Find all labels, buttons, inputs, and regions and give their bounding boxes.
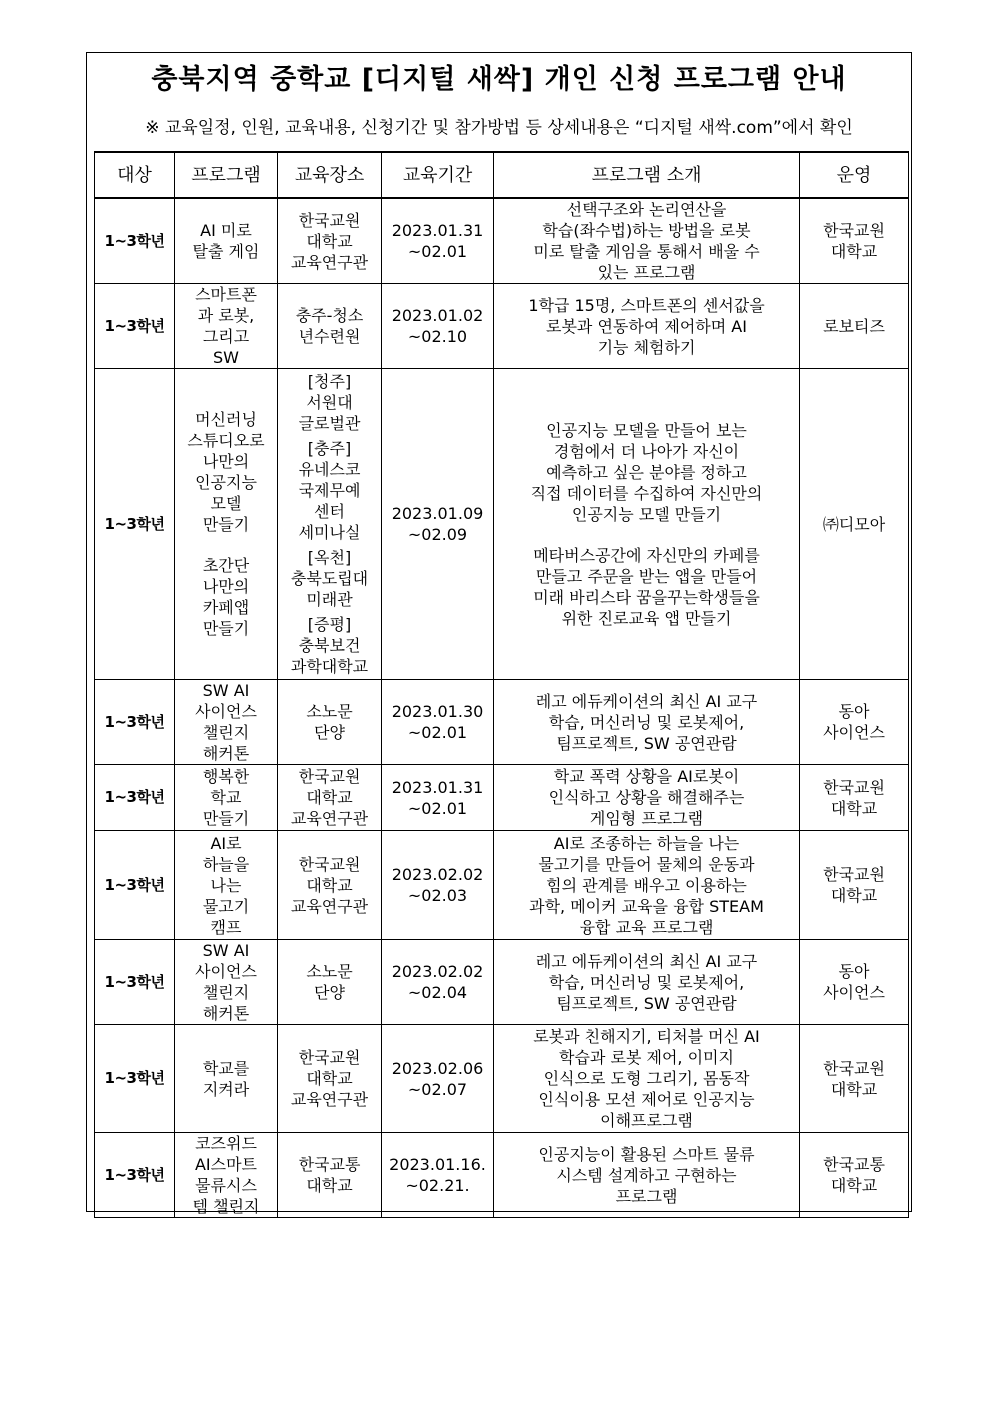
intro-b: 메타버스공간에 자신만의 카페를 만들고 주문을 받는 앱을 만들어 미래 바리스타 꿈을꾸는학생들을 위한 진로교육 앱 만들기	[533, 545, 760, 628]
cell-program: SW AI 사이언스 챌린지 해커톤	[175, 680, 278, 765]
cell-program: 스마트폰 과 로봇, 그리고 SW	[175, 284, 278, 369]
header-intro: 프로그램 소개	[494, 152, 800, 198]
cell-target: 1~3학년	[95, 940, 175, 1025]
cell-operator: 한국교원 대학교	[800, 1025, 909, 1133]
cell-place: 한국교원 대학교 교육연구관	[278, 1025, 382, 1133]
cell-operator: 한국교원 대학교	[800, 831, 909, 940]
place-jeungpyeong: [증평] 충북보건 과학대학교	[290, 615, 369, 676]
cell-target: 1~3학년	[95, 284, 175, 369]
table-row	[95, 680, 909, 765]
table-row	[95, 831, 909, 940]
cell-period: 2023.01.31 ~02.01	[382, 765, 494, 831]
header-program: 프로그램	[175, 152, 278, 198]
cell-intro: 로봇과 친해지기, 티처블 머신 AI 학습과 로봇 제어, 이미지 인식으로 도형 그리기, 몸동작 인식이용 모션 제어로 인공지능 이해프로그램	[494, 1025, 800, 1133]
cell-program: 행복한 학교 만들기	[175, 765, 278, 831]
place-cheongju: [청주] 서원대 글로벌관	[298, 372, 361, 433]
cell-target: 1~3학년	[95, 198, 175, 284]
cell-place: 한국교통 대학교	[278, 1133, 382, 1218]
cell-intro: 1학급 15명, 스마트폰의 센서값을 로봇과 연동하여 제어하며 AI 기능 체험하기	[494, 284, 800, 369]
table-header-row	[95, 152, 909, 198]
cell-operator: 로보티즈	[800, 284, 909, 369]
cell-place: 한국교원 대학교 교육연구관	[278, 198, 382, 284]
cell-target: 1~3학년	[95, 1025, 175, 1133]
cell-place	[278, 369, 382, 680]
cell-period: 2023.01.31 ~02.01	[382, 198, 494, 284]
cell-target: 1~3학년	[95, 765, 175, 831]
cell-place: 한국교원 대학교 교육연구관	[278, 831, 382, 940]
cell-target: 1~3학년	[95, 1133, 175, 1218]
cell-period: 2023.02.06 ~02.07	[382, 1025, 494, 1133]
cell-intro: AI로 조종하는 하늘을 나는 물고기를 만들어 물체의 운동과 힘의 관계를 배우고 이용하는 과학, 메이커 교육을 융합 STEAM 융합 교육 프로그램	[494, 831, 800, 940]
cell-period: 2023.01.30 ~02.01	[382, 680, 494, 765]
table-row	[95, 765, 909, 831]
cell-program: SW AI 사이언스 챌린지 해커톤	[175, 940, 278, 1025]
cell-program: 코즈위드 AI스마트 물류시스 템 챌린지	[175, 1133, 278, 1218]
cell-intro	[494, 369, 800, 680]
table-row	[95, 940, 909, 1025]
header-operator: 운영	[800, 152, 909, 198]
place-okcheon: [옥천] 충북도립대 미래관	[290, 548, 369, 609]
notice-text: ※ 교육일정, 인원, 교육내용, 신청기간 및 참가방법 등 상세내용은 “디지털 새싹.com”에서 확인	[145, 118, 853, 138]
program-name-b: 초간단 나만의 카페앱 만들기	[202, 556, 250, 638]
cell-operator: 동아 사이언스	[800, 940, 909, 1025]
cell-intro: 학교 폭력 상황을 AI로봇이 인식하고 상황을 해결해주는 게임형 프로그램	[494, 765, 800, 831]
cell-intro: 레고 에듀케이션의 최신 AI 교구 학습, 머신러닝 및 로봇제어, 팀프로젝트, SW 공연관람	[494, 940, 800, 1025]
cell-period: 2023.02.02 ~02.03	[382, 831, 494, 940]
place-chungju: [충주] 유네스코 국제무예 센터 세미나실	[298, 439, 361, 542]
cell-place: 한국교원 대학교 교육연구관	[278, 765, 382, 831]
table-row	[95, 1133, 909, 1218]
cell-intro: 인공지능이 활용된 스마트 물류 시스템 설계하고 구현하는 프로그램	[494, 1133, 800, 1218]
cell-period: 2023.01.09 ~02.09	[382, 369, 494, 680]
cell-target: 1~3학년	[95, 831, 175, 940]
cell-operator: 동아 사이언스	[800, 680, 909, 765]
cell-place: 소노문 단양	[278, 940, 382, 1025]
cell-target: 1~3학년	[95, 369, 175, 680]
page-title: 충북지역 중학교 [디지털 새싹] 개인 신청 프로그램 안내	[151, 64, 847, 95]
header-target: 대상	[95, 152, 175, 198]
header-period: 교육기간	[382, 152, 494, 198]
cell-program: AI 미로 탈출 게임	[175, 198, 278, 284]
cell-intro: 레고 에듀케이션의 최신 AI 교구 학습, 머신러닝 및 로봇제어, 팀프로젝트, SW 공연관람	[494, 680, 800, 765]
cell-program	[175, 369, 278, 680]
intro-a: 인공지능 모델을 만들어 보는 경험에서 더 나아가 자신이 예측하고 싶은 분야를 정하고 직접 데이터를 수집하여 자신만의 인공지능 모델 만들기	[530, 420, 763, 524]
table-row	[95, 1025, 909, 1133]
table-row	[95, 369, 909, 680]
cell-operator: 한국교원 대학교	[800, 198, 909, 284]
cell-target: 1~3학년	[95, 680, 175, 765]
cell-operator: ㈜디모아	[800, 369, 909, 680]
cell-program: AI로 하늘을 나는 물고기 캠프	[175, 831, 278, 940]
cell-intro: 선택구조와 논리연산을 학습(좌수법)하는 방법을 로봇 미로 탈출 게임을 통해서 배울 수 있는 프로그램	[494, 198, 800, 284]
program-name-a: 머신러닝 스튜디오로 나만의 인공지능 모델 만들기	[187, 410, 265, 534]
cell-period: 2023.02.02 ~02.04	[382, 940, 494, 1025]
cell-operator: 한국교원 대학교	[800, 765, 909, 831]
cell-period: 2023.01.16. ~02.21.	[382, 1133, 494, 1218]
cell-period: 2023.01.02 ~02.10	[382, 284, 494, 369]
program-table	[94, 151, 909, 1218]
table-row	[95, 198, 909, 284]
cell-place: 소노문 단양	[278, 680, 382, 765]
cell-program: 학교를 지켜라	[175, 1025, 278, 1133]
table-row	[95, 284, 909, 369]
header-place: 교육장소	[278, 152, 382, 198]
document-frame	[86, 52, 912, 1216]
cell-place: 충주-청소 년수련원	[278, 284, 382, 369]
cell-operator: 한국교통 대학교	[800, 1133, 909, 1218]
